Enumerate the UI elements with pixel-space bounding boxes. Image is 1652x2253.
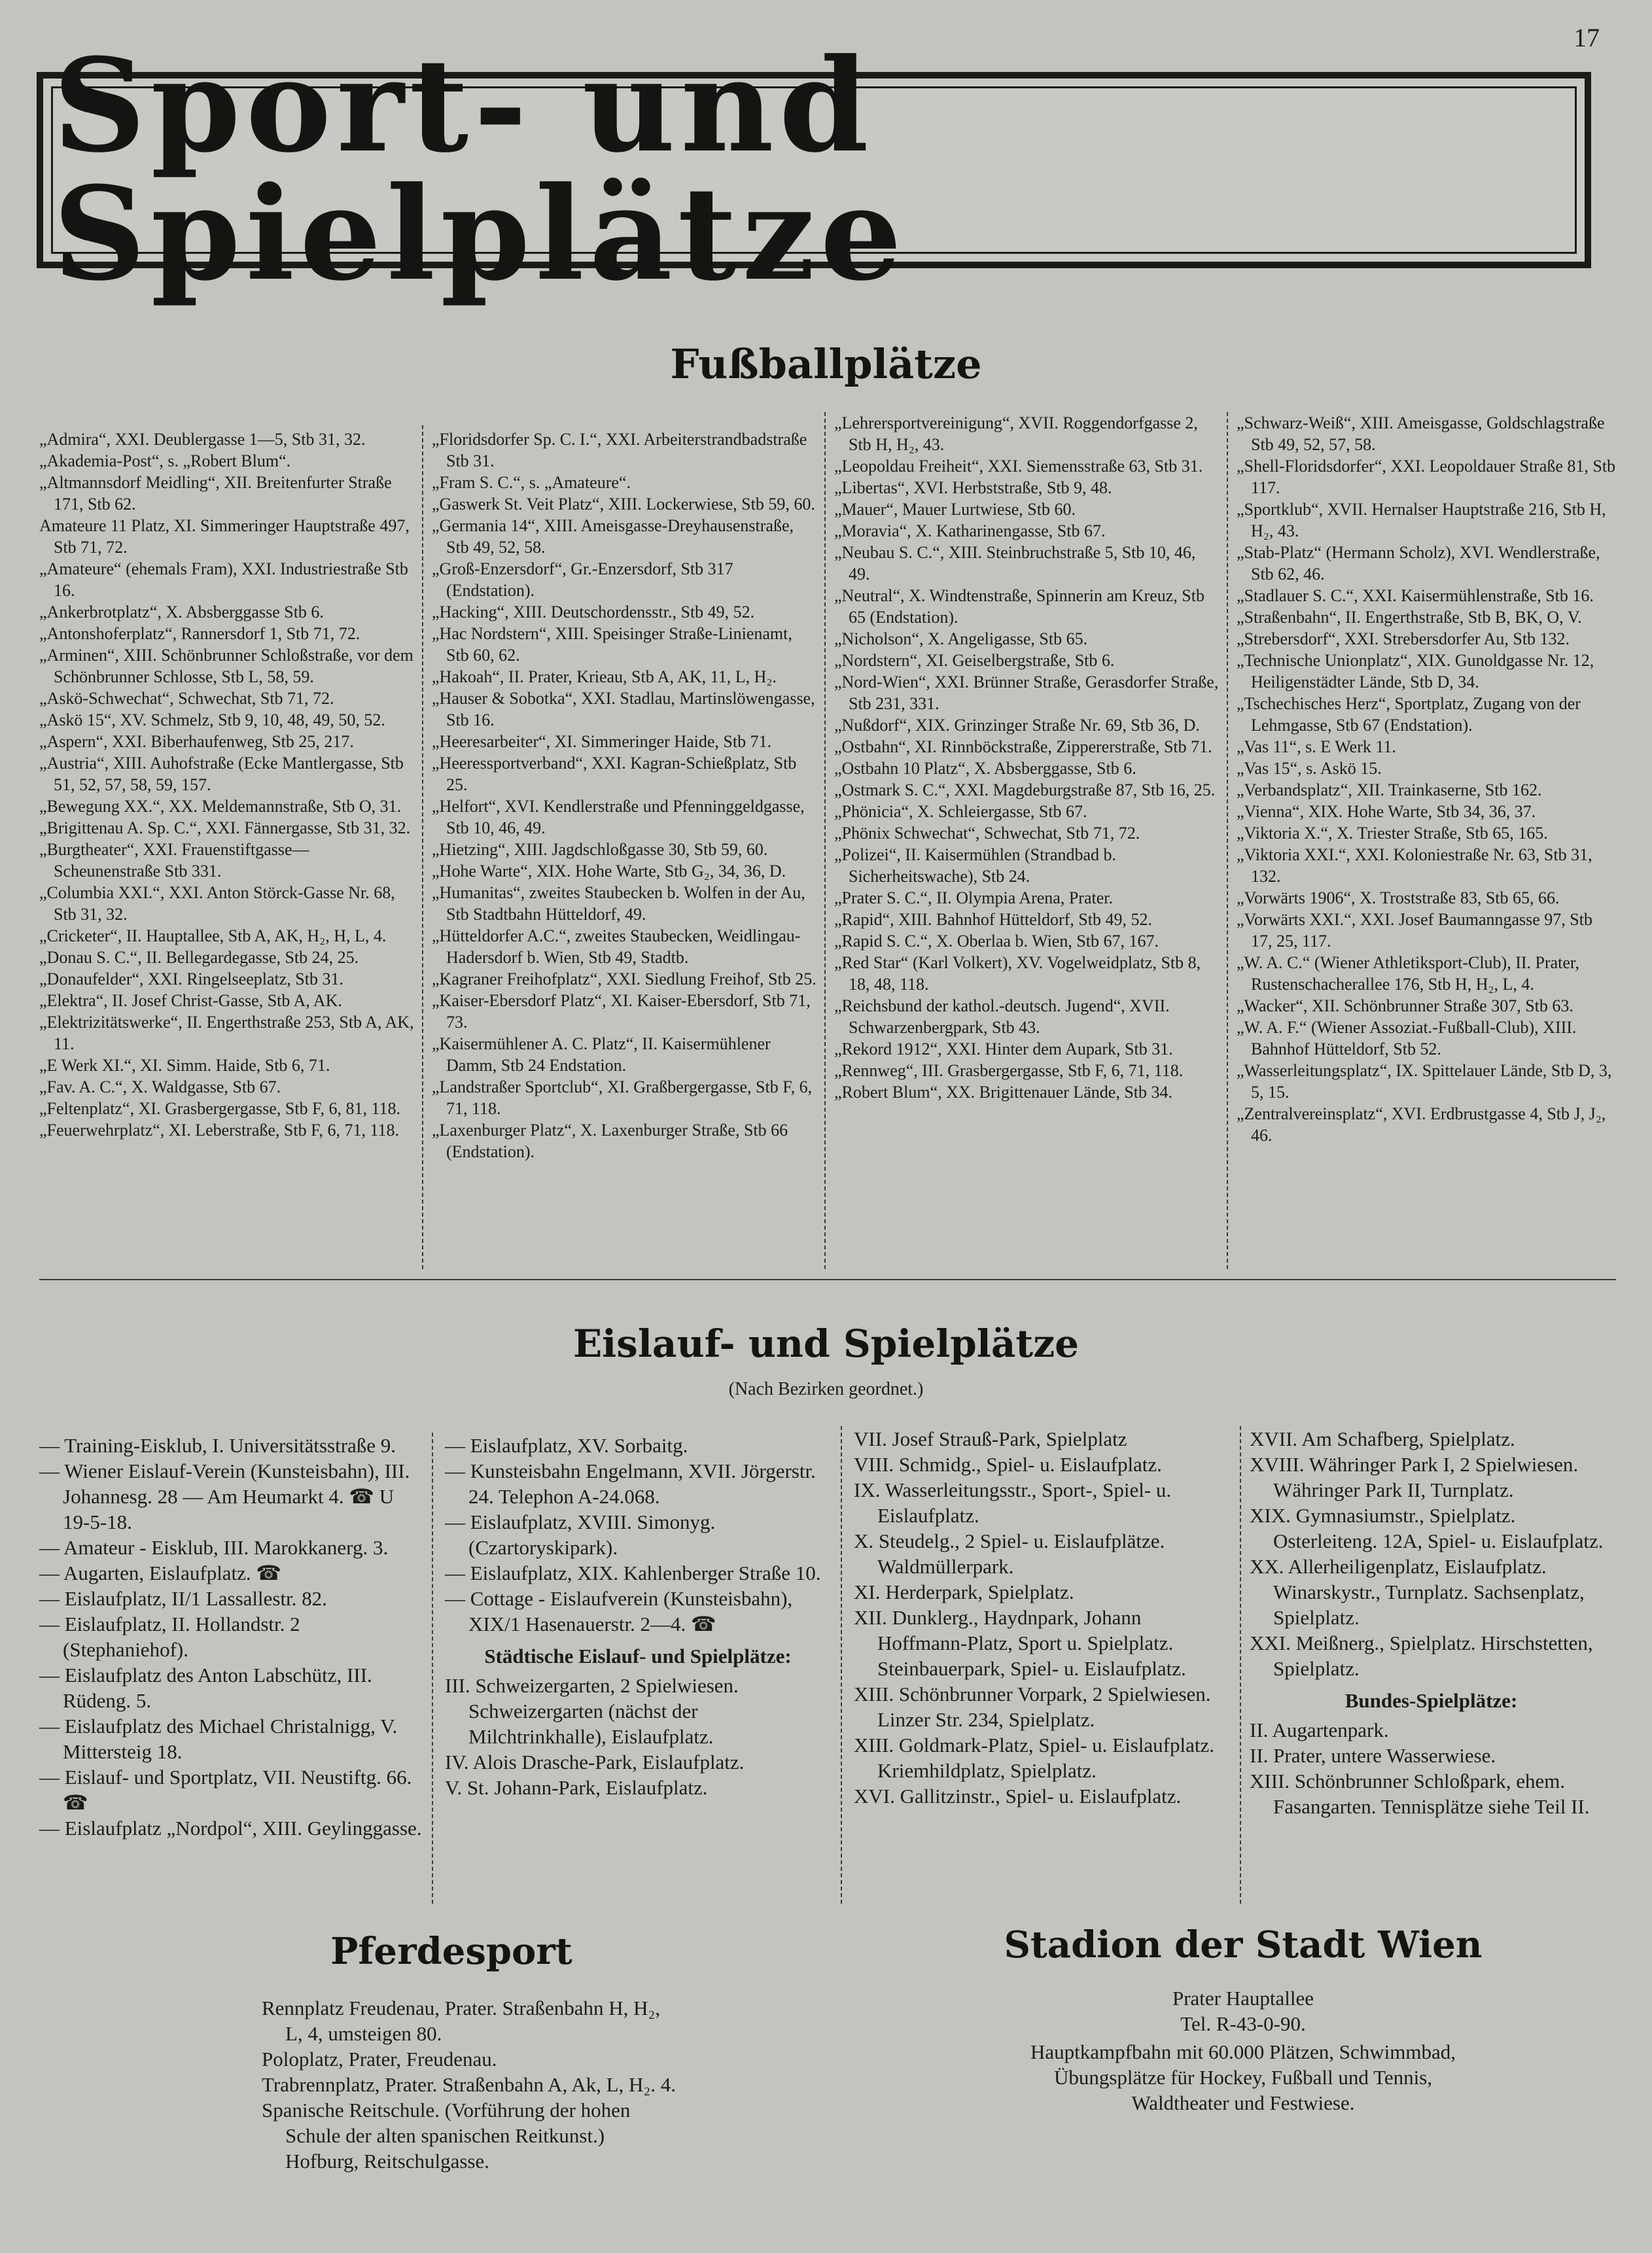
fussball-entry: „Donaufelder“, XXI. Ringelseeplatz, Stb 31. [39, 969, 343, 988]
fussball-entry: „Nordstern“, XI. Geiselbergstraße, Stb 6. [834, 651, 1115, 670]
fussball-entry: „Polizei“, II. Kaisermühlen (Strandbad b. Sicherheitswache), Stb 24. [834, 845, 1117, 886]
bezirk-entry: XVII. Am Schafberg, Spielplatz. [1250, 1427, 1515, 1450]
fussball-entry: „Nußdorf“, XIX. Grinzinger Straße Nr. 69, Stb 36, D. [834, 716, 1200, 735]
fussball-entry: „Viktoria X.“, X. Triester Straße, Stb 65, 165. [1237, 824, 1548, 843]
bezirk-entry: XI. Herderpark, Spielplatz. [854, 1581, 1074, 1603]
fussball-entry: „Amateure“ (ehemals Fram), XXI. Industriestraße Stb 16. [39, 559, 408, 600]
fussball-entry: „Zentralvereinsplatz“, XVI. Erdbrustgasse 4, Stb J, J₂, 46. [1237, 1104, 1606, 1145]
fussball-entry: „Humanitas“, zweites Staubecken b. Wolfen in der Au, Stb Stadtbahn Hütteldorf, 49. [432, 883, 805, 924]
fussball-column-1 [39, 428, 415, 1141]
bezirk-entry: IX. Wasserleitungsstr., Sport-, Spiel- u. Eislaufplatz. [854, 1478, 1172, 1527]
fussball-entry: „Columbia XXI.“, XXI. Anton Störck-Gasse Nr. 68, Stb 31, 32. [39, 883, 395, 924]
fussball-entry: „Arminen“, XIII. Schönbrunner Schloßstraße, vor dem Schönbrunner Schlosse, Stb L, 58, 59. [39, 646, 413, 686]
bundes-entry: II. Prater, untere Wasserwiese. [1250, 1744, 1496, 1767]
staedtische-subtitle: Städtische Eislauf- und Spielplätze: [484, 1645, 792, 1668]
fussball-entry: „Hacking“, XIII. Deutschordensstr., Stb 49, 52. [432, 603, 755, 621]
fussball-entry: „Fram S. C.“, s. „Amateure“. [432, 473, 631, 492]
eislauf-entry: — Eislauf- und Sportplatz, VII. Neustiftg. 66. ☎ [39, 1766, 412, 1814]
fussball-entry: „Hauser & Sobotka“, XXI. Stadlau, Martinslöwengasse, Stb 16. [432, 689, 815, 729]
stadion-address: Prater Hauptallee [1172, 1987, 1314, 2010]
fussball-entry: „Kaiser-Ebersdorf Platz“, XI. Kaiser-Ebersdorf, Stb 71, 73. [432, 991, 811, 1032]
stadion-telephone: Tel. R-43-0-90. [1180, 2012, 1306, 2035]
column-divider [422, 425, 423, 1269]
fussball-entry: „Vorwärts 1906“, X. Troststraße 83, Stb 65, 66. [1237, 888, 1560, 907]
eislauf-entry: — Cottage - Eislaufverein (Kunsteisbahn), XIX/1 Hasenauerstr. 2—4. ☎ [445, 1587, 793, 1635]
column-divider [1240, 1426, 1241, 1904]
column-divider [824, 412, 826, 1269]
banner [37, 31, 1591, 309]
fussball-entry: „Technische Unionplatz“, XIX. Gunoldgasse Nr. 12, Heiligenstädter Lände, Stb D, 34. [1237, 651, 1594, 691]
fussball-entry: „Germania 14“, XIII. Ameisgasse-Dreyhausenstraße, Stb 49, 52, 58. [432, 516, 794, 557]
column-divider [841, 1426, 842, 1904]
fussball-entry: „Nicholson“, X. Angeligasse, Stb 65. [834, 629, 1088, 648]
fussball-entry: „Hac Nordstern“, XIII. Speisinger Straße-Linienamt, Stb 60, 62. [432, 624, 792, 665]
fussball-entry: „Rennweg“, III. Grasbergergasse, Stb F, 6, 71, 118. [834, 1061, 1184, 1080]
fussball-entry: „Wasserleitungsplatz“, IX. Spittelauer Lände, Stb D, 3, 5, 15. [1237, 1061, 1612, 1102]
eislauf-entry: — Kunsteisbahn Engelmann, XVII. Jörgerstr. 24. Telephon A-24.068. [445, 1459, 816, 1508]
pferdesport-title: Pferdesport [330, 1930, 572, 1973]
bezirk-entry: X. Steudelg., 2 Spiel- u. Eislaufplätze. Waldmüllerpark. [854, 1529, 1165, 1578]
bundes-subtitle: Bundes-Spielplätze: [1344, 1689, 1518, 1712]
fussball-entry: „Donau S. C.“, II. Bellegardegasse, Stb 24, 25. [39, 948, 359, 967]
fussball-entry: „Antonshoferplatz“, Rannersdorf 1, Stb 71, 72. [39, 624, 360, 643]
fussball-entry: „Brigittenau A. Sp. C.“, XXI. Fännergasse, Stb 31, 32. [39, 818, 411, 837]
eislauf-column-3 [854, 1426, 1233, 1809]
fussball-entry: „Austria“, XIII. Auhofstraße (Ecke Mantlergasse, Stb 51, 52, 57, 58, 59, 157. [39, 754, 404, 794]
fussball-entry: „Vorwärts XXI.“, XXI. Josef Baumanngasse 97, Stb 17, 25, 117. [1237, 910, 1592, 951]
column-divider [1227, 412, 1228, 1269]
fussball-entry: „Neubau S. C.“, XIII. Steinbruchstraße 5, Stb 10, 46, 49. [834, 543, 1196, 584]
bezirk-entry: XIII. Goldmark-Platz, Spiel- u. Eislaufplatz. Kriemhildplatz, Spielplatz. [854, 1734, 1214, 1782]
eislauf-title: Eislauf- und Spielplätze [572, 1321, 1080, 1366]
fussball-entry: „Rekord 1912“, XXI. Hinter dem Aupark, Stb 31. [834, 1039, 1173, 1058]
page-number: 17 [1573, 23, 1600, 52]
fussball-entry: „Hohe Warte“, XIX. Hohe Warte, Stb G₂, 34, 36, D. [432, 862, 786, 881]
fussball-entry: „Kaisermühlener A. C. Platz“, II. Kaisermühlener Damm, Stb 24 Endstation. [432, 1034, 771, 1075]
fussball-entry: „Heeresarbeiter“, XI. Simmeringer Haide, Stb 71. [432, 732, 772, 751]
fussball-entry: „Nord-Wien“, XXI. Brünner Straße, Gerasdorfer Straße, Stb 231, 331. [834, 672, 1219, 713]
fussball-entry: „Altmannsdorf Meidling“, XII. Breitenfurter Straße 171, Stb 62. [39, 473, 392, 514]
stadion-title: Stadion der Stadt Wien [1004, 1923, 1483, 1966]
pferdesport-entry: Spanische Reitschule. (Vorführung der hohen Schule der alten spanischen Reitkunst.) Hofburg, Reitschulgasse. [262, 2099, 631, 2173]
eislauf-entry: — Eislaufplatz, II/1 Lassallestr. 82. [39, 1587, 327, 1610]
eislauf-entry: — Augarten, Eislaufplatz. ☎ [39, 1562, 282, 1584]
eislauf-entry: — Eislaufplatz „Nordpol“, XIII. Geylinggasse. [39, 1817, 422, 1840]
bezirk-entry: VII. Josef Strauß-Park, Spielplatz [854, 1427, 1127, 1450]
fussball-entry: „Fav. A. C.“, X. Waldgasse, Stb 67. [39, 1077, 281, 1096]
fussball-entry: „Strebersdorf“, XXI. Strebersdorfer Au, Stb 132. [1237, 629, 1570, 648]
fussball-entry: „Phönix Schwechat“, Schwechat, Stb 71, 72. [834, 824, 1140, 843]
fussball-entry: „Ankerbrotplatz“, X. Absberggasse Stb 6. [39, 603, 324, 621]
fussball-entry: „Helfort“, XVI. Kendlerstraße und Pfenninggeldgasse, Stb 10, 46, 49. [432, 797, 805, 837]
pferdesport-list [262, 1995, 680, 2174]
fussball-entry: „W. A. C.“ (Wiener Athletiksport-Club), II. Prater, Rustenschacherallee 176, Stb H, H₂, L, 4. [1237, 953, 1580, 994]
stadion-description: Hauptkampfbahn mit 60.000 Plätzen, Schwimmbad, Übungsplätze für Hockey, Fußball und Tennis, Waldtheater und Festwiese. [1030, 2040, 1456, 2114]
fussball-entry: „Elektrizitätswerke“, II. Engerthstraße 253, Stb A, AK, 11. [39, 1013, 414, 1053]
bezirk-entry: XVIII. Währinger Park I, 2 Spielwiesen. Währinger Park II, Turnplatz. [1250, 1453, 1579, 1501]
stadion-info [1021, 1985, 1466, 2116]
staedtische-entry: IV. Alois Drasche-Park, Eislaufplatz. [445, 1751, 745, 1773]
fussball-entry: „Bewegung XX.“, XX. Meldemannstraße, Stb O, 31. [39, 797, 402, 816]
fussball-entry: „Feuerwehrplatz“, XI. Leberstraße, Stb F, 6, 71, 118. [39, 1121, 400, 1140]
fussball-column-2 [432, 428, 818, 1162]
fussball-entry: „Viktoria XXI.“, XXI. Koloniestraße Nr. 63, Stb 31, 132. [1237, 845, 1592, 886]
fussball-entry: „Neutral“, X. Windtenstraße, Spinnerin am Kreuz, Stb 65 (Endstation). [834, 586, 1204, 627]
eislauf-entry: — Wiener Eislauf-Verein (Kunsteisbahn), III. Johannesg. 28 — Am Heumarkt 4. ☎ U 19-5-18. [39, 1459, 410, 1533]
fussball-entry: „Heeressportverband“, XXI. Kagran-Schießplatz, Stb 25. [432, 754, 797, 794]
fussball-entry: „Leopoldau Freiheit“, XXI. Siemensstraße 63, Stb 31. [834, 457, 1203, 476]
eislauf-column-1 [39, 1433, 425, 1841]
bezirk-entry: XVI. Gallitzinstr., Spiel- u. Eislaufplatz. [854, 1785, 1182, 1808]
fussball-entry: „Ostbahn“, XI. Rinnböckstraße, Zippererstraße, Stb 71. [834, 737, 1212, 756]
fussball-entry: „Mauer“, Mauer Lurtwiese, Stb 60. [834, 500, 1076, 519]
eislauf-entry: — Eislaufplatz, XIX. Kahlenberger Straße 10. [445, 1562, 821, 1584]
fussball-entry: „Schwarz-Weiß“, XIII. Ameisgasse, Goldschlagstraße Stb 49, 52, 57, 58. [1237, 413, 1605, 454]
fussball-entry: „Red Star“ (Karl Volkert), XV. Vogelweidplatz, Stb 8, 18, 48, 118. [834, 953, 1201, 994]
fussball-entry: Amateure 11 Platz, XI. Simmeringer Hauptstraße 497, Stb 71, 72. [39, 516, 410, 557]
fussball-entry: „Vienna“, XIX. Hohe Warte, Stb 34, 36, 37. [1237, 802, 1536, 821]
eislauf-entry: — Eislaufplatz des Michael Christalnigg, V. Mittersteig 18. [39, 1715, 398, 1763]
bundes-entry: XIII. Schönbrunner Schloßpark, ehem. Fasangarten. Tennisplätze siehe Teil II. [1250, 1770, 1590, 1818]
fussball-entry: „Feltenplatz“, XI. Grasbergergasse, Stb F, 6, 81, 118. [39, 1099, 400, 1118]
fussball-entry: „Laxenburger Platz“, X. Laxenburger Straße, Stb 66 (Endstation). [432, 1121, 788, 1161]
fussball-entry: „Floridsdorfer Sp. C. I.“, XXI. Arbeiterstrandbadstraße Stb 31. [432, 430, 807, 470]
fussball-entry: „Elektra“, II. Josef Christ-Gasse, Stb A, AK. [39, 991, 342, 1010]
fussball-entry: „Reichsbund der kathol.-deutsch. Jugend“, XVII. Schwarzenbergpark, Stb 43. [834, 996, 1170, 1037]
fussball-column-4 [1237, 412, 1616, 1146]
fussball-entry: „Phönicia“, X. Schleiergasse, Stb 67. [834, 802, 1087, 821]
fussball-entry: „Hietzing“, XIII. Jagdschloßgasse 30, Stb 59, 60. [432, 840, 768, 859]
fussball-entry: „Ostmark S. C.“, XXI. Magdeburgstraße 87, Stb 16, 25. [834, 780, 1216, 799]
fussball-entry: „Aspern“, XXI. Biberhaufenweg, Stb 25, 217. [39, 732, 354, 751]
fussball-entry: „Verbandsplatz“, XII. Trainkaserne, Stb 162. [1237, 780, 1542, 799]
eislauf-entry: — Eislaufplatz, II. Hollandstr. 2 (Stephaniehof). [39, 1613, 300, 1661]
fussball-entry: „Vas 15“, s. Askö 15. [1237, 759, 1382, 778]
eislauf-entry: — Eislaufplatz, XVIII. Simonyg. (Czartoryskipark). [445, 1511, 716, 1559]
fussball-entry: „Hütteldorfer A.C.“, zweites Staubecken, Weidlingau-Hadersdorf b. Wien, Stb 49, Stadtb. [432, 926, 801, 967]
fussball-entry: „Stab-Platz“ (Hermann Scholz), XVI. Wendlerstraße, Stb 62, 46. [1237, 543, 1600, 584]
bezirk-entry: XIX. Gymnasiumstr., Spielplatz. Osterleiteng. 12A, Spiel- u. Eislaufplatz. [1250, 1504, 1604, 1552]
fussball-entry: „Wacker“, XII. Schönbrunner Straße 307, Stb 63. [1237, 996, 1573, 1015]
bezirk-entry: XII. Dunklerg., Haydnpark, Johann Hoffmann-Platz, Sport u. Spielplatz. Steinbauerpark, Spiel- u. Eislaufplatz. [854, 1606, 1186, 1680]
fussball-entry: „Moravia“, X. Katharinengasse, Stb 67. [834, 521, 1106, 540]
eislauf-column-2 [445, 1433, 831, 1800]
bezirk-entry: XXI. Meißnerg., Spielplatz. Hirschstetten, Spielplatz. [1250, 1632, 1593, 1680]
fussball-entry: „Vas 11“, s. E Werk 11. [1237, 737, 1396, 756]
fussball-entry: „Hakoah“, II. Prater, Krieau, Stb A, AK, 11, L, H₂. [432, 667, 777, 686]
eislauf-entry: — Amateur - Eisklub, III. Marokkanerg. 3. [39, 1536, 389, 1559]
fussball-entry: „Rapid S. C.“, X. Oberlaa b. Wien, Stb 67, 167. [834, 932, 1159, 951]
fussball-entry: „Cricketer“, II. Hauptallee, Stb A, AK, H₂, H, L, 4. [39, 926, 387, 945]
eislauf-entry: — Eislaufplatz, XV. Sorbaitg. [445, 1434, 688, 1457]
fussball-entry: „Groß-Enzersdorf“, Gr.-Enzersdorf, Stb 317 (Endstation). [432, 559, 733, 600]
bezirk-entry: VIII. Schmidg., Spiel- u. Eislaufplatz. [854, 1453, 1162, 1476]
column-divider [432, 1433, 433, 1904]
fussball-entry: „Lehrersportvereinigung“, XVII. Roggendorfgasse 2, Stb H, H₂, 43. [834, 413, 1198, 454]
fussball-title: Fußballplätze [670, 340, 982, 388]
fussball-entry: „Landstraßer Sportclub“, XI. Graßbergergasse, Stb F, 6, 71, 118. [432, 1077, 813, 1118]
fussball-entry: „Kagraner Freihofplatz“, XXI. Siedlung Freihof, Stb 25. [432, 969, 817, 988]
fussball-entry: „Straßenbahn“, II. Engerthstraße, Stb B, BK, O, V. [1237, 608, 1582, 627]
staedtische-entry: V. St. Johann-Park, Eislaufplatz. [445, 1776, 708, 1799]
fussball-entry: „Burgtheater“, XXI. Frauenstiftgasse—Scheunenstraße Stb 331. [39, 840, 309, 881]
fussball-entry: „Admira“, XXI. Deublergasse 1—5, Stb 31, 32. [39, 430, 366, 449]
fussball-entry: „E Werk XI.“, XI. Simm. Haide, Stb 6, 71. [39, 1056, 330, 1075]
fussball-entry: „Sportklub“, XVII. Hernalser Hauptstraße 216, Stb H, H₂, 43. [1237, 500, 1606, 540]
banner-frame [51, 31, 1577, 309]
eislauf-column-4 [1250, 1426, 1613, 1819]
fussball-entry: „Gaswerk St. Veit Platz“, XIII. Lockerwiese, Stb 59, 60. [432, 495, 815, 514]
fussball-entry: „Prater S. C.“, II. Olympia Arena, Prater. [834, 888, 1113, 907]
fussball-entry: „Rapid“, XIII. Bahnhof Hütteldorf, Stb 49, 52. [834, 910, 1152, 929]
fussball-entry: „Stadlauer S. C.“, XXI. Kaisermühlenstraße, Stb 16. [1237, 586, 1594, 605]
bundes-entry: II. Augartenpark. [1250, 1719, 1389, 1741]
fussball-entry: „Ostbahn 10 Platz“, X. Absberggasse, Stb 6. [834, 759, 1136, 778]
fussball-entry: „Robert Blum“, XX. Brigittenauer Lände, Stb 34. [834, 1083, 1173, 1102]
fussball-entry: „Shell-Floridsdorfer“, XXI. Leopoldauer Straße 81, Stb 117. [1237, 457, 1616, 497]
fussball-entry: „Askö 15“, XV. Schmelz, Stb 9, 10, 48, 49, 50, 52. [39, 710, 385, 729]
fussball-entry: „Akademia-Post“, s. „Robert Blum“. [39, 451, 291, 470]
pferdesport-entry: Poloplatz, Prater, Freudenau. [262, 2048, 497, 2070]
bezirk-entry: XIII. Schönbrunner Vorpark, 2 Spielwiesen. Linzer Str. 234, Spielplatz. [854, 1683, 1211, 1731]
staedtische-entry: III. Schweizergarten, 2 Spielwiesen. Schweizergarten (nächst der Milchtrinkhalle), Eislaufplatz. [445, 1674, 739, 1748]
bezirk-entry: XX. Allerheiligenplatz, Eislaufplatz. Winarskystr., Turnplatz. Sachsenplatz, Spielplatz. [1250, 1555, 1585, 1629]
fussball-column-3 [834, 412, 1220, 1103]
fussball-entry: „Libertas“, XVI. Herbststraße, Stb 9, 48. [834, 478, 1112, 497]
fussball-entry: „W. A. F.“ (Wiener Assoziat.-Fußball-Club), XIII. Bahnhof Hütteldorf, Stb 52. [1237, 1018, 1577, 1058]
eislauf-entry: — Training-Eisklub, I. Universitätsstraße 9. [39, 1434, 396, 1457]
eislauf-entry: — Eislaufplatz des Anton Labschütz, III. Rüdeng. 5. [39, 1664, 372, 1712]
pferdesport-entry: Rennplatz Freudenau, Prater. Straßenbahn H, H₂, L, 4, umsteigen 80. [262, 1997, 661, 2045]
pferdesport-entry: Trabrennplatz, Prater. Straßenbahn A, Ak, L, H₂. 4. [262, 2073, 677, 2096]
fussball-entry: „Tschechisches Herz“, Sportplatz, Zugang von der Lehmgasse, Stb 67 (Endstation). [1237, 694, 1581, 735]
banner-title: Sport- und Spielplätze [53, 31, 907, 309]
fussball-entry: „Askö-Schwechat“, Schwechat, Stb 71, 72. [39, 689, 334, 708]
eislauf-subtitle: (Nach Bezirken geordnet.) [728, 1379, 924, 1399]
section-divider [39, 1279, 1616, 1280]
